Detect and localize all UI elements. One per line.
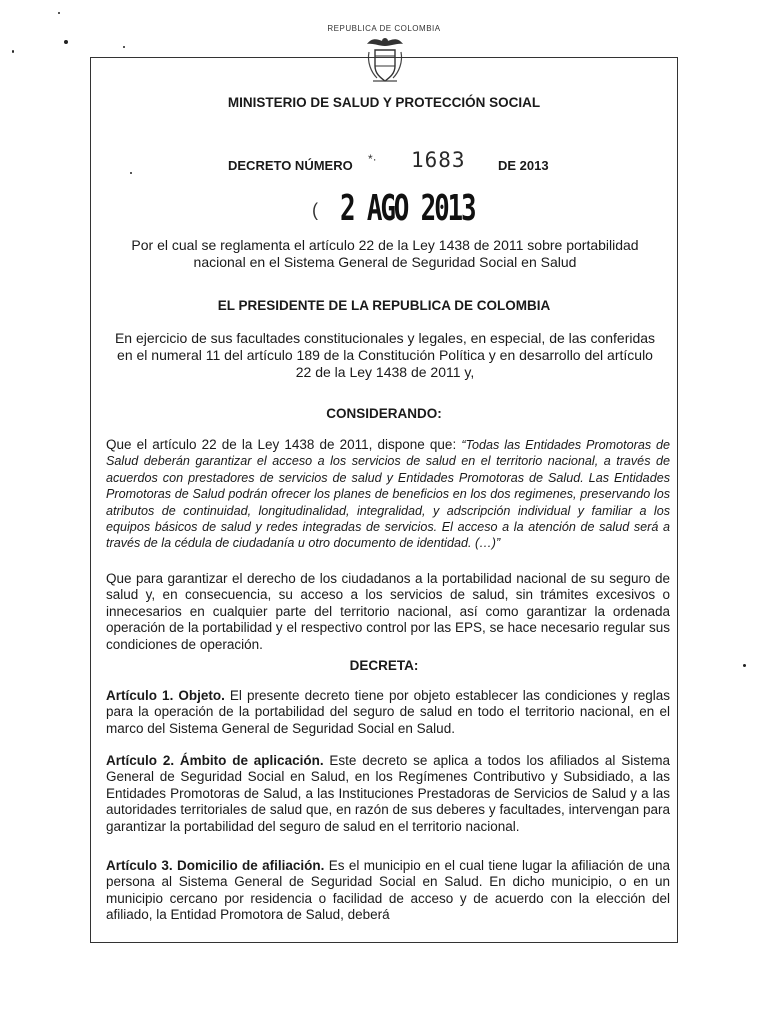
scan-speck bbox=[64, 40, 68, 44]
decree-label: DECRETO NÚMERO bbox=[228, 158, 353, 173]
president-heading: EL PRESIDENTE DE LA REPUBLICA DE COLOMBIA bbox=[217, 298, 551, 313]
decree-year: DE 2013 bbox=[498, 158, 549, 173]
considering-intro: Que el artículo 22 de la Ley 1438 de 2011, dispone que: bbox=[106, 437, 462, 452]
decreta-heading: DECRETA: bbox=[349, 658, 419, 673]
article-1 bbox=[106, 688, 670, 737]
decree-number: 1683 bbox=[411, 148, 466, 172]
article-text: Este decreto se aplica a todos los afiliados al Sistema General de Seguridad Social en Salud, en los Regímenes Contributivo y Subsidiado, a las Entidades Promotoras de Salud, a las Instituciones Prestadoras de Servicios de Salud y a las autoridades territoriales de salud que, en razón de sus deberes y facultades, intervengan para garantizar la portabilidad del seguro de salud en el territorio nacional. bbox=[106, 753, 670, 834]
considering-heading: CONSIDERANDO: bbox=[326, 406, 442, 421]
law-quote: “Todas las Entidades Promotoras de Salud deberán garantizar el acceso a los servicios de salud en el territorio nacional, a través de acuerdos con prestadores de servicios de salud y Entidades Promotoras de Salud. Las Entidades Promotoras de Salud podrán ofrecer los planes de beneficios en los dos regimenes, preservando los atributos de continuidad, longitudinalidad, integralidad, y adscripción individual y familiar a los equipos básicos de salud y redes integradas de servicios. El acceso a la atención de salud será a través de la cédula de ciudadanía u otro documento de identidad. (…)” bbox=[106, 438, 670, 551]
scan-speck bbox=[743, 664, 746, 667]
article-title: Artículo 1. Objeto. bbox=[106, 688, 225, 703]
date-stamp: 2 AGO 2013 bbox=[340, 188, 475, 229]
considering-paragraph-2: Que para garantizar el derecho de los ciudadanos a la portabilidad nacional de su seguro de salud y, en consecuencia, su acceso a los servicios de salud, sin trámites excesivos o innecesarios en cualquier parte del territorio nacional, así como garantizar la ordenada operación de la portabilidad y el respectivo control por las EPS, se hace necesario regular sus condiciones de operación. bbox=[106, 571, 670, 652]
article-title: Artículo 3. Domicilio de afiliación. bbox=[106, 858, 325, 873]
article-text: El presente decreto tiene por objeto establecer las condiciones y reglas para la operación de la portabilidad del seguro de salud en todo el territorio nacional, en el marco del Sistema General de Seguridad Social en Salud. bbox=[106, 688, 670, 736]
scan-speck bbox=[123, 46, 125, 48]
faculties-paragraph: En ejercicio de sus facultades constitucionales y legales, en especial, de las conferidas en el numeral 11 del artículo 189 de la Constitución Política y en desarrollo del artículo 22 de la Ley 1438 de 2011 y, bbox=[114, 330, 656, 380]
republic-header: REPUBLICA DE COLOMBIA bbox=[327, 24, 441, 33]
article-text: Es el municipio en el cual tiene lugar la afiliación de una persona al Sistema General de Seguridad Social en Salud. En dicho municipio, o en un municipio cercano por residencia o facilidad de acceso y de acuerdo con la elección del afiliado, la Entidad Promotora de Salud, deberá bbox=[106, 858, 670, 923]
article-2 bbox=[106, 753, 670, 835]
stamp-paren: ( bbox=[312, 200, 318, 220]
scan-speck bbox=[12, 50, 14, 53]
article-3 bbox=[106, 858, 670, 924]
article-title: Artículo 2. Ámbito de aplicación. bbox=[106, 753, 324, 768]
decree-subject: Por el cual se reglamenta el artículo 22 de la Ley 1438 de 2011 sobre portabilidad nacional en el Sistema General de Seguridad Social en Salud bbox=[131, 237, 639, 270]
decree-marks: *· bbox=[368, 152, 377, 166]
considering-paragraph-1 bbox=[106, 437, 670, 552]
scan-speck bbox=[58, 12, 60, 14]
ministry-title: MINISTERIO DE SALUD Y PROTECCIÓN SOCIAL bbox=[227, 95, 541, 110]
